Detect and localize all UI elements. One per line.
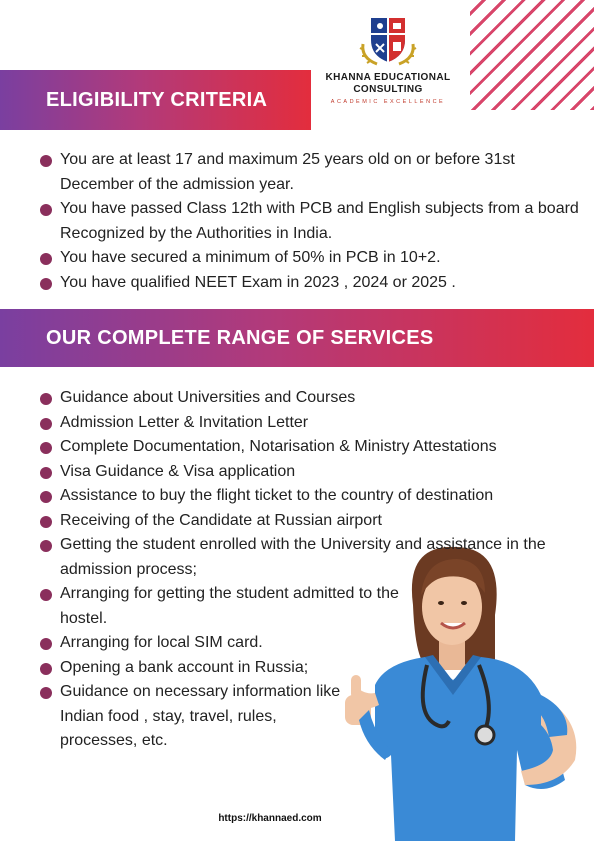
eligibility-title: ELIGIBILITY CRITERIA bbox=[46, 88, 268, 111]
list-item-text: Receiving of the Candidate at Russian airport bbox=[60, 511, 382, 529]
logo bbox=[318, 14, 458, 105]
bullet-icon bbox=[40, 540, 52, 552]
list-item-text: Assistance to buy the flight ticket to the country of destination bbox=[60, 487, 494, 504]
list-item-text: Admission Letter & Invitation Letter bbox=[60, 413, 309, 431]
services-banner bbox=[0, 309, 594, 367]
bullet-icon bbox=[40, 442, 52, 454]
bullet-icon bbox=[40, 253, 52, 265]
eligibility-list bbox=[40, 148, 580, 295]
logo-tagline: ACADEMIC EXCELLENCE bbox=[330, 99, 446, 105]
list-item-text: You have secured a minimum of 50% in PCB in 10+2. bbox=[60, 249, 441, 266]
bullet-icon bbox=[40, 491, 52, 503]
list-item-text: Getting the student enrolled with the University and assistance in the admission process; bbox=[60, 536, 546, 578]
list-item bbox=[40, 460, 585, 485]
list-item bbox=[40, 533, 585, 582]
list-item-text: Visa Guidance & Visa application bbox=[60, 462, 296, 480]
list-item bbox=[40, 386, 585, 411]
logo-name: KHANNA EDUCATIONAL CONSULTING bbox=[325, 72, 451, 95]
list-item-text: Complete Documentation, Notarisation & Ministry Attestations bbox=[60, 438, 497, 455]
shield-crest-icon bbox=[357, 14, 419, 66]
list-item bbox=[40, 484, 585, 509]
list-item-text: You have qualified NEET Exam in 2023 , 2024 or 2025 . bbox=[60, 273, 456, 291]
bullet-icon bbox=[40, 155, 52, 167]
list-item bbox=[40, 148, 580, 197]
bullet-icon bbox=[40, 687, 52, 699]
list-item bbox=[40, 656, 400, 681]
bullet-icon bbox=[40, 663, 52, 675]
bullet-icon bbox=[40, 278, 52, 290]
list-item bbox=[40, 680, 350, 754]
list-item bbox=[40, 246, 580, 271]
list-item bbox=[40, 509, 585, 534]
list-item-text: Arranging for local SIM card. bbox=[60, 634, 263, 651]
bullet-icon bbox=[40, 467, 52, 479]
eligibility-banner bbox=[0, 70, 311, 130]
bullet-icon bbox=[40, 393, 52, 405]
list-item-text: You are at least 17 and maximum 25 years old on or before 31st December of the admission year. bbox=[60, 151, 515, 193]
list-item-text: Opening a bank account in Russia; bbox=[60, 658, 309, 676]
list-item-text: Arranging for getting the student admitted to the hostel. bbox=[60, 585, 399, 627]
decorative-stripes bbox=[470, 0, 594, 110]
bullet-icon bbox=[40, 516, 52, 528]
services-title: OUR COMPLETE RANGE OF SERVICES bbox=[46, 326, 434, 349]
list-item bbox=[40, 197, 580, 246]
list-item bbox=[40, 435, 585, 460]
bullet-icon bbox=[40, 638, 52, 650]
bullet-icon bbox=[40, 589, 52, 601]
list-item bbox=[40, 411, 585, 436]
list-item bbox=[40, 631, 400, 656]
list-item-text: Guidance on necessary information like Indian food , stay, travel, rules, processes, etc. bbox=[60, 683, 341, 749]
services-list bbox=[40, 386, 585, 754]
bullet-icon bbox=[40, 204, 52, 216]
list-item bbox=[40, 582, 400, 631]
bullet-icon bbox=[40, 418, 52, 430]
list-item bbox=[40, 271, 580, 296]
list-item-text: Guidance about Universities and Courses bbox=[60, 389, 356, 406]
list-item-text: You have passed Class 12th with PCB and English subjects from a board Recognized by the Authorities in India. bbox=[60, 200, 579, 242]
footer-url[interactable]: https://khannaed.com bbox=[218, 813, 322, 824]
